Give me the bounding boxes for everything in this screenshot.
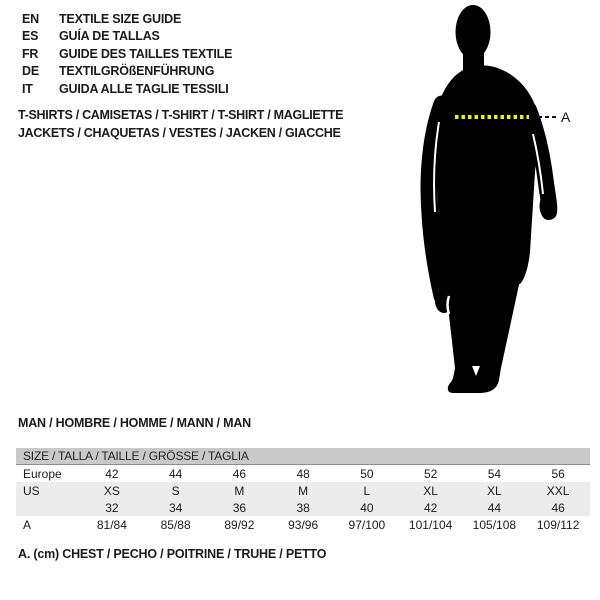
size-cell: L [363, 483, 371, 498]
size-cell: 109/112 [536, 517, 580, 532]
language-label: TEXTILGRÖßENFÜHRUNG [59, 64, 215, 79]
size-cell: 56 [551, 466, 565, 481]
table-row-europe [16, 465, 590, 482]
size-cell: 101/104 [408, 517, 453, 532]
language-guide-list [22, 10, 232, 98]
language-label: GUIDE DES TAILLES TEXTILE [59, 46, 233, 61]
table-row-chest [16, 516, 590, 533]
size-cell: S [171, 483, 180, 498]
language-label: TEXTILE SIZE GUIDE [59, 11, 182, 26]
measure-label-a: A [561, 109, 571, 125]
size-cell: 46 [232, 466, 247, 481]
language-row-es [22, 28, 232, 46]
size-cell: 105/108 [472, 517, 517, 532]
language-code: ES [22, 29, 39, 44]
language-label: GUIDA ALLE TAGLIE TESSILI [59, 81, 229, 96]
language-label: GUÍA DE TALLAS [59, 29, 160, 44]
size-cell: 46 [551, 500, 565, 515]
garment-categories [18, 107, 343, 142]
size-cell: 42 [105, 466, 119, 481]
section-title: MAN / HOMBRE / HOMME / MANN / MAN [18, 416, 251, 430]
language-row-it [22, 80, 232, 98]
language-code: DE [22, 64, 39, 79]
size-cell: M [298, 483, 309, 498]
size-cell: 50 [360, 466, 374, 481]
table-row-numeric [16, 499, 590, 516]
man-silhouette-figure [393, 0, 600, 405]
size-cell: 36 [232, 500, 247, 515]
size-cell: 48 [296, 466, 310, 481]
silhouette-right-hand [540, 193, 557, 219]
size-cell: XS [103, 483, 120, 498]
row-label: US [23, 483, 40, 498]
size-cell: 93/96 [288, 517, 319, 532]
table-header: SIZE / TALLA / TAILLE / GRÖSSE / TAGLIA [16, 448, 590, 465]
size-cell: M [234, 483, 245, 498]
size-cell: 44 [168, 466, 183, 481]
language-code: FR [22, 46, 39, 61]
size-cell: 81/84 [96, 517, 127, 532]
size-cell: XL [423, 483, 438, 498]
size-cell: 97/100 [348, 517, 386, 532]
size-cell: XL [487, 483, 502, 498]
size-cell: 54 [487, 466, 502, 481]
language-row-fr [22, 45, 232, 63]
category-line-jackets: JACKETS / CHAQUETAS / VESTES / JACKEN / GIACCHE [18, 125, 341, 140]
size-cell: 89/92 [224, 517, 255, 532]
silhouette-torso [437, 65, 538, 284]
category-line-tshirts: T-SHIRTS / CAMISETAS / T-SHIRT / T-SHIRT / MAGLIETTE [18, 108, 344, 122]
table-row-us [16, 482, 590, 499]
footnote-chest-legend: A. (cm) CHEST / PECHO / POITRINE / TRUHE / PETTO [18, 547, 327, 561]
language-code: EN [22, 11, 39, 26]
size-cell: 52 [423, 466, 438, 481]
row-label: Europe [23, 466, 62, 481]
size-cell: 32 [105, 500, 119, 515]
size-cell: XXL [546, 483, 570, 498]
language-code: IT [22, 81, 33, 96]
size-cell: 85/88 [160, 517, 191, 532]
size-cell: 42 [423, 500, 438, 515]
size-cell: 34 [168, 500, 183, 515]
size-table [16, 448, 590, 533]
size-cell: 44 [487, 500, 502, 515]
size-cell: 38 [296, 500, 310, 515]
row-label: A [23, 517, 32, 532]
man-silhouette [393, 0, 600, 405]
language-row-de [22, 63, 232, 81]
silhouette-legs [445, 280, 520, 368]
size-cell: 40 [360, 500, 374, 515]
language-row-en [22, 10, 232, 28]
